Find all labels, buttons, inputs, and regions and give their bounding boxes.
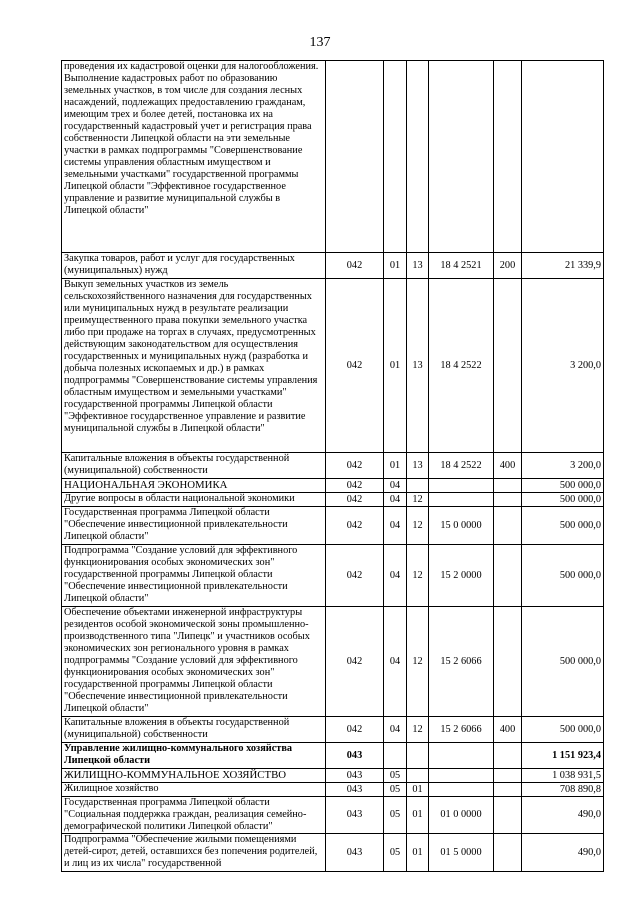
row-subsection-code: 13 [407,453,429,479]
row-section-code: 05 [384,834,407,872]
row-amount: 3 200,0 [522,279,604,453]
row-subsection-code: 01 [407,783,429,797]
table-row [62,834,604,872]
row-target-code: 15 2 6066 [429,717,494,743]
row-section-code: 05 [384,783,407,797]
row-expense-type-code: 200 [494,253,522,279]
row-expense-type-code [494,834,522,872]
row-target-code: 01 5 0000 [429,834,494,872]
row-section-code: 04 [384,479,407,493]
row-subsection-code: 12 [407,507,429,545]
row-subsection-code: 12 [407,717,429,743]
row-expense-type-code [494,797,522,834]
row-ministry-code: 042 [326,253,384,279]
row-amount: 500 000,0 [522,479,604,493]
row-subsection-code: 12 [407,607,429,717]
row-target-code [429,783,494,797]
row-section-code [384,743,407,769]
row-expense-type-code [494,493,522,507]
row-amount: 490,0 [522,797,604,834]
row-description: Капитальные вложения в объекты государственной (муниципальной) собственности [62,717,326,743]
row-ministry-code: 042 [326,479,384,493]
table-row [62,279,604,453]
table-row [62,607,604,717]
row-ministry-code: 042 [326,507,384,545]
row-target-code: 18 4 2522 [429,279,494,453]
row-description: Государственная программа Липецкой области "Социальная поддержка граждан, реализация семейно-демографической политики Липецкой области" [62,797,326,834]
row-target-code: 18 4 2521 [429,253,494,279]
row-ministry-code: 042 [326,493,384,507]
row-ministry-code [326,61,384,253]
table-row [62,545,604,607]
row-target-code: 15 0 0000 [429,507,494,545]
row-amount [522,61,604,253]
row-expense-type-code [494,479,522,493]
row-section-code [384,61,407,253]
row-expense-type-code [494,507,522,545]
row-description: Капитальные вложения в объекты государственной (муниципальной) собственности [62,453,326,479]
row-section-code: 04 [384,545,407,607]
row-section-code: 04 [384,493,407,507]
row-section-code: 05 [384,769,407,783]
row-section-code: 05 [384,797,407,834]
table-row [62,783,604,797]
row-amount: 500 000,0 [522,607,604,717]
row-subsection-code [407,61,429,253]
row-amount: 708 890,8 [522,783,604,797]
table-row [62,493,604,507]
row-ministry-code: 042 [326,279,384,453]
table-row [62,797,604,834]
row-subsection-code [407,479,429,493]
row-target-code [429,61,494,253]
row-ministry-code: 042 [326,453,384,479]
row-section-code: 01 [384,453,407,479]
row-target-code [429,479,494,493]
row-ministry-code: 043 [326,797,384,834]
row-ministry-code: 042 [326,607,384,717]
row-target-code [429,743,494,769]
row-subsection-code: 01 [407,797,429,834]
row-expense-type-code: 400 [494,453,522,479]
row-amount: 490,0 [522,834,604,872]
table-row [62,717,604,743]
row-subsection-code [407,743,429,769]
row-ministry-code: 042 [326,717,384,743]
row-subsection-code: 12 [407,545,429,607]
row-expense-type-code [494,61,522,253]
row-expense-type-code [494,743,522,769]
row-target-code: 01 0 0000 [429,797,494,834]
row-section-code: 01 [384,279,407,453]
row-target-code [429,769,494,783]
row-ministry-code: 043 [326,743,384,769]
row-amount: 500 000,0 [522,717,604,743]
row-section-code: 01 [384,253,407,279]
row-expense-type-code [494,545,522,607]
row-description: Государственная программа Липецкой области "Обеспечение инвестиционной привлекательности Липецкой области" [62,507,326,545]
row-expense-type-code [494,607,522,717]
row-ministry-code: 043 [326,769,384,783]
row-description: ЖИЛИЩНО-КОММУНАЛЬНОЕ ХОЗЯЙСТВО [62,769,326,783]
row-amount: 500 000,0 [522,545,604,607]
table-row [62,769,604,783]
row-expense-type-code: 400 [494,717,522,743]
row-amount: 500 000,0 [522,507,604,545]
table-row [62,253,604,279]
table-row [62,479,604,493]
row-amount: 21 339,9 [522,253,604,279]
row-target-code [429,493,494,507]
row-subsection-code: 12 [407,493,429,507]
row-section-code: 04 [384,717,407,743]
row-section-code: 04 [384,607,407,717]
row-amount: 500 000,0 [522,493,604,507]
budget-table [61,60,604,872]
row-ministry-code: 043 [326,783,384,797]
row-section-code: 04 [384,507,407,545]
row-description: Другие вопросы в области национальной экономики [62,493,326,507]
row-target-code: 15 2 6066 [429,607,494,717]
row-description: Жилищное хозяйство [62,783,326,797]
row-subsection-code: 13 [407,253,429,279]
row-subsection-code: 01 [407,834,429,872]
table-row [62,61,604,253]
row-description: Закупка товаров, работ и услуг для государственных (муниципальных) нужд [62,253,326,279]
row-description: Подпрограмма "Обеспечение жилыми помещениями детей-сирот, детей, оставшихся без попечения родителей, и лиц из их числа" государственной [62,834,326,872]
row-amount: 1 038 931,5 [522,769,604,783]
row-description: проведения их кадастровой оценки для налогообложения. Выполнение кадастровых работ по образованию земельных участков, в том числе для создания лесных насаждений, подлежащих предоставлению гражданам, имеющим трех и более детей, постановка их на государственный кадастровый учет и регистрация права собственности Липецкой области на эти земельные участки в рамках подпрограммы "Совершенствование системы управления областным имуществом и земельными участками" государственной программы Липецкой области "Эффективное государственное управление и развитие муниципальной службы в Липецкой области" [62,61,326,253]
row-expense-type-code [494,783,522,797]
table-row [62,453,604,479]
row-amount: 3 200,0 [522,453,604,479]
page-number: 137 [309,35,331,50]
budget-table-body [62,61,604,872]
row-subsection-code [407,769,429,783]
row-description: Управление жилищно-коммунального хозяйства Липецкой области [62,743,326,769]
row-subsection-code: 13 [407,279,429,453]
row-ministry-code: 042 [326,545,384,607]
table-row [62,743,604,769]
row-description: Подпрограмма "Создание условий для эффективного функционирования особых экономических зон" государственной программы Липецкой области "Обеспечение инвестиционной привлекательности Липецкой области" [62,545,326,607]
row-description: НАЦИОНАЛЬНАЯ ЭКОНОМИКА [62,479,326,493]
row-description: Выкуп земельных участков из земель сельскохозяйственного назначения для государственных или муниципальных нужд в результате реализации преимущественного права покупки земельного участка либо при продаже на торгах в случаях, предусмотренных действующим законодательством для осуществления государственных и муниципальных нужд (разработка и добыча полезных ископаемых и др.) в рамках подпрограммы "Совершенствование системы управления областным имуществом и земельными участками" государственной программы Липецкой области "Эффективное государственное управление и развитие муниципальной службы в Липецкой области" [62,279,326,453]
row-expense-type-code [494,769,522,783]
row-amount: 1 151 923,4 [522,743,604,769]
row-expense-type-code [494,279,522,453]
row-ministry-code: 043 [326,834,384,872]
row-target-code: 15 2 0000 [429,545,494,607]
table-row [62,507,604,545]
row-target-code: 18 4 2522 [429,453,494,479]
row-description: Обеспечение объектами инженерной инфраструктуры резидентов особой экономической зоны промышленно-производственного типа "Липецк" и участников особых экономических зон регионального уровня в рамках подпрограммы "Создание условий для эффективного функционирования особых экономических зон" государственной программы Липецкой области "Обеспечение инвестиционной привлекательности Липецкой области" [62,607,326,717]
